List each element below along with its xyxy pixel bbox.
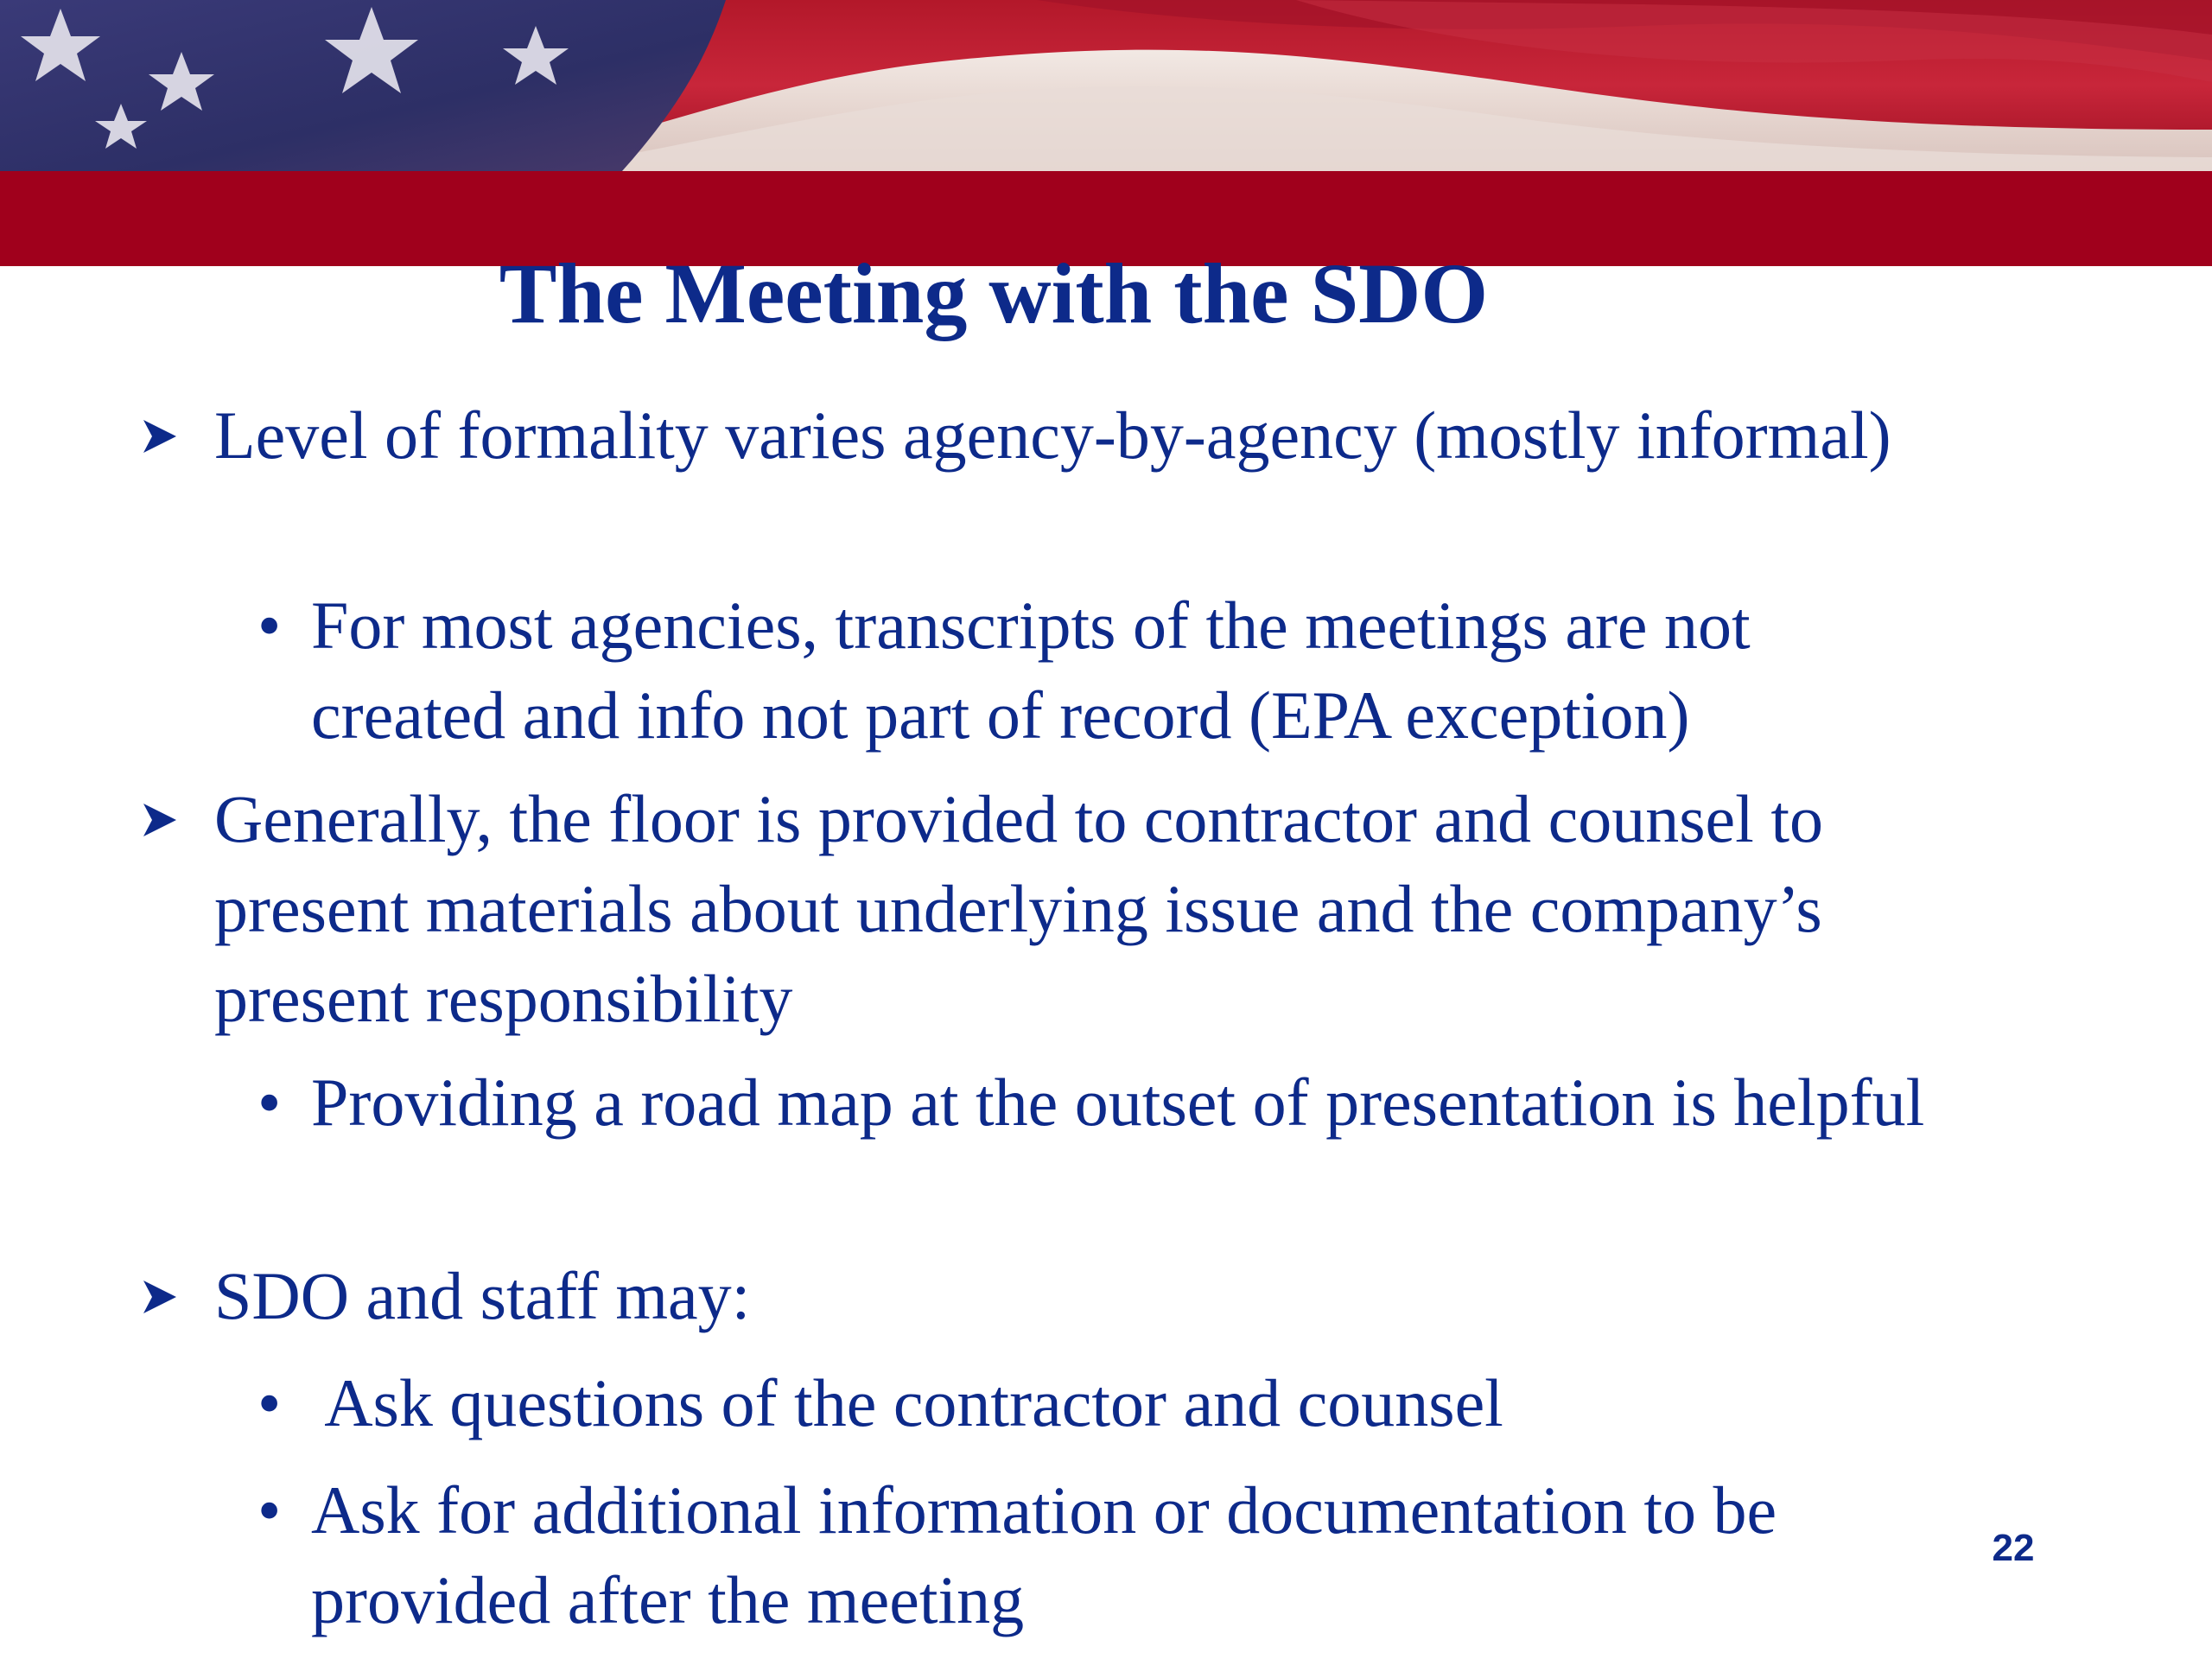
- bullet-item: [214, 1251, 1960, 1341]
- dot-bullet-icon: •: [257, 1472, 282, 1548]
- bullet-text: SDO and staff may:: [214, 1258, 751, 1333]
- page-number: 22: [1992, 1527, 2035, 1569]
- bullet-item: [257, 1358, 1953, 1448]
- dot-bullet-icon: •: [257, 588, 282, 663]
- bullet-item: [214, 391, 1960, 480]
- dot-bullet-icon: •: [257, 1365, 282, 1440]
- bullet-text: For most agencies, transcripts of the meetings are not created and info not part of record (EPA exception): [311, 588, 1751, 753]
- bullet-item: [257, 1465, 1953, 1645]
- bullet-item: [257, 1058, 1953, 1147]
- bullet-text: Providing a road map at the outset of presentation is helpful: [311, 1065, 1925, 1140]
- bullet-text: Generally, the floor is provided to contractor and counsel to present materials about underlying issue and the company’s present responsibility: [214, 781, 1824, 1036]
- dot-bullet-icon: •: [257, 1065, 282, 1140]
- bullet-item: [257, 581, 1953, 760]
- slide-title: The Meeting with the SDO: [499, 245, 1489, 341]
- bullet-text: Level of formality varies agency-by-agency (mostly informal): [214, 397, 1891, 473]
- bullet-text: Ask for additional information or documentation to be provided after the meeting: [311, 1472, 1777, 1637]
- bullet-text: Ask questions of the contractor and counsel: [311, 1365, 1503, 1440]
- bullet-item: [214, 774, 1960, 1044]
